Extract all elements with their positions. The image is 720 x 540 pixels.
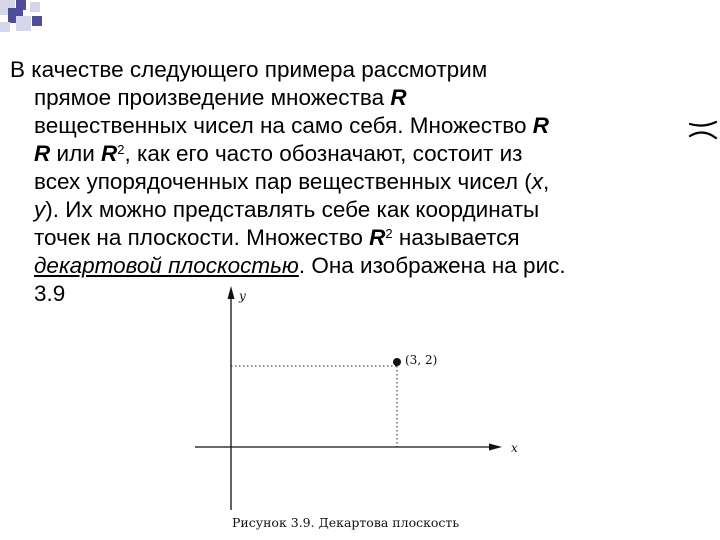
superscript: 2: [385, 226, 393, 241]
text-run: В качестве следующего примера рассмотрим: [10, 57, 488, 82]
text-run: ). Их можно представлять себе как координаты: [45, 197, 540, 222]
header-square: [32, 16, 42, 26]
header-decoration: [0, 0, 720, 48]
paragraph-line-8: [10, 252, 710, 280]
point-label: (3, 2): [405, 353, 438, 367]
header-square: [30, 2, 40, 12]
paragraph-line-3: [10, 112, 710, 140]
term-cartesian-plane: декартовой плоскостью: [34, 253, 299, 278]
slide-paragraph: [10, 56, 710, 308]
times-sign-icon: [688, 118, 718, 140]
text-run: . Она изображена на рис.: [298, 253, 566, 278]
text-run: , как его часто обозначают, состоит из: [124, 141, 523, 166]
axis-y-label: y: [239, 289, 246, 303]
paragraph-line-1: [10, 56, 710, 84]
set-symbol-R: R: [34, 141, 51, 166]
paragraph-line-7: [10, 224, 710, 252]
x-axis-arrow-icon: [489, 444, 502, 451]
paragraph-line-4: [10, 140, 710, 168]
set-symbol-R: R: [390, 85, 407, 110]
text-run: или: [50, 141, 102, 166]
variable-x: x: [531, 169, 543, 194]
paragraph-line-6: [10, 196, 710, 224]
text-run: 3.9: [34, 281, 66, 306]
text-run: точек на плоскости. Множество: [34, 225, 370, 250]
point-marker: [393, 358, 401, 366]
header-square: [16, 0, 26, 10]
header-square: [0, 22, 10, 32]
axis-x-label: x: [511, 441, 518, 455]
header-square: [16, 16, 31, 31]
paragraph-line-9: [10, 280, 710, 308]
text-run: прямое произведение множества: [34, 85, 391, 110]
paragraph-line-5: [10, 168, 710, 196]
text-run: называется: [392, 225, 520, 250]
set-symbol-R: R: [532, 113, 550, 138]
paragraph-line-2: [10, 84, 710, 112]
figure-caption: Рисунок 3.9. Декартова плоскость: [232, 515, 460, 530]
superscript: 2: [117, 142, 125, 157]
text-run: всех упорядоченных пар вещественных чисел (: [34, 169, 532, 194]
text-run: ,: [542, 169, 550, 194]
set-symbol-R: R: [369, 225, 386, 250]
set-symbol-R: R: [101, 141, 118, 166]
text-run: вещественных чисел на само себя. Множество: [34, 113, 533, 138]
variable-y: y: [34, 197, 46, 222]
